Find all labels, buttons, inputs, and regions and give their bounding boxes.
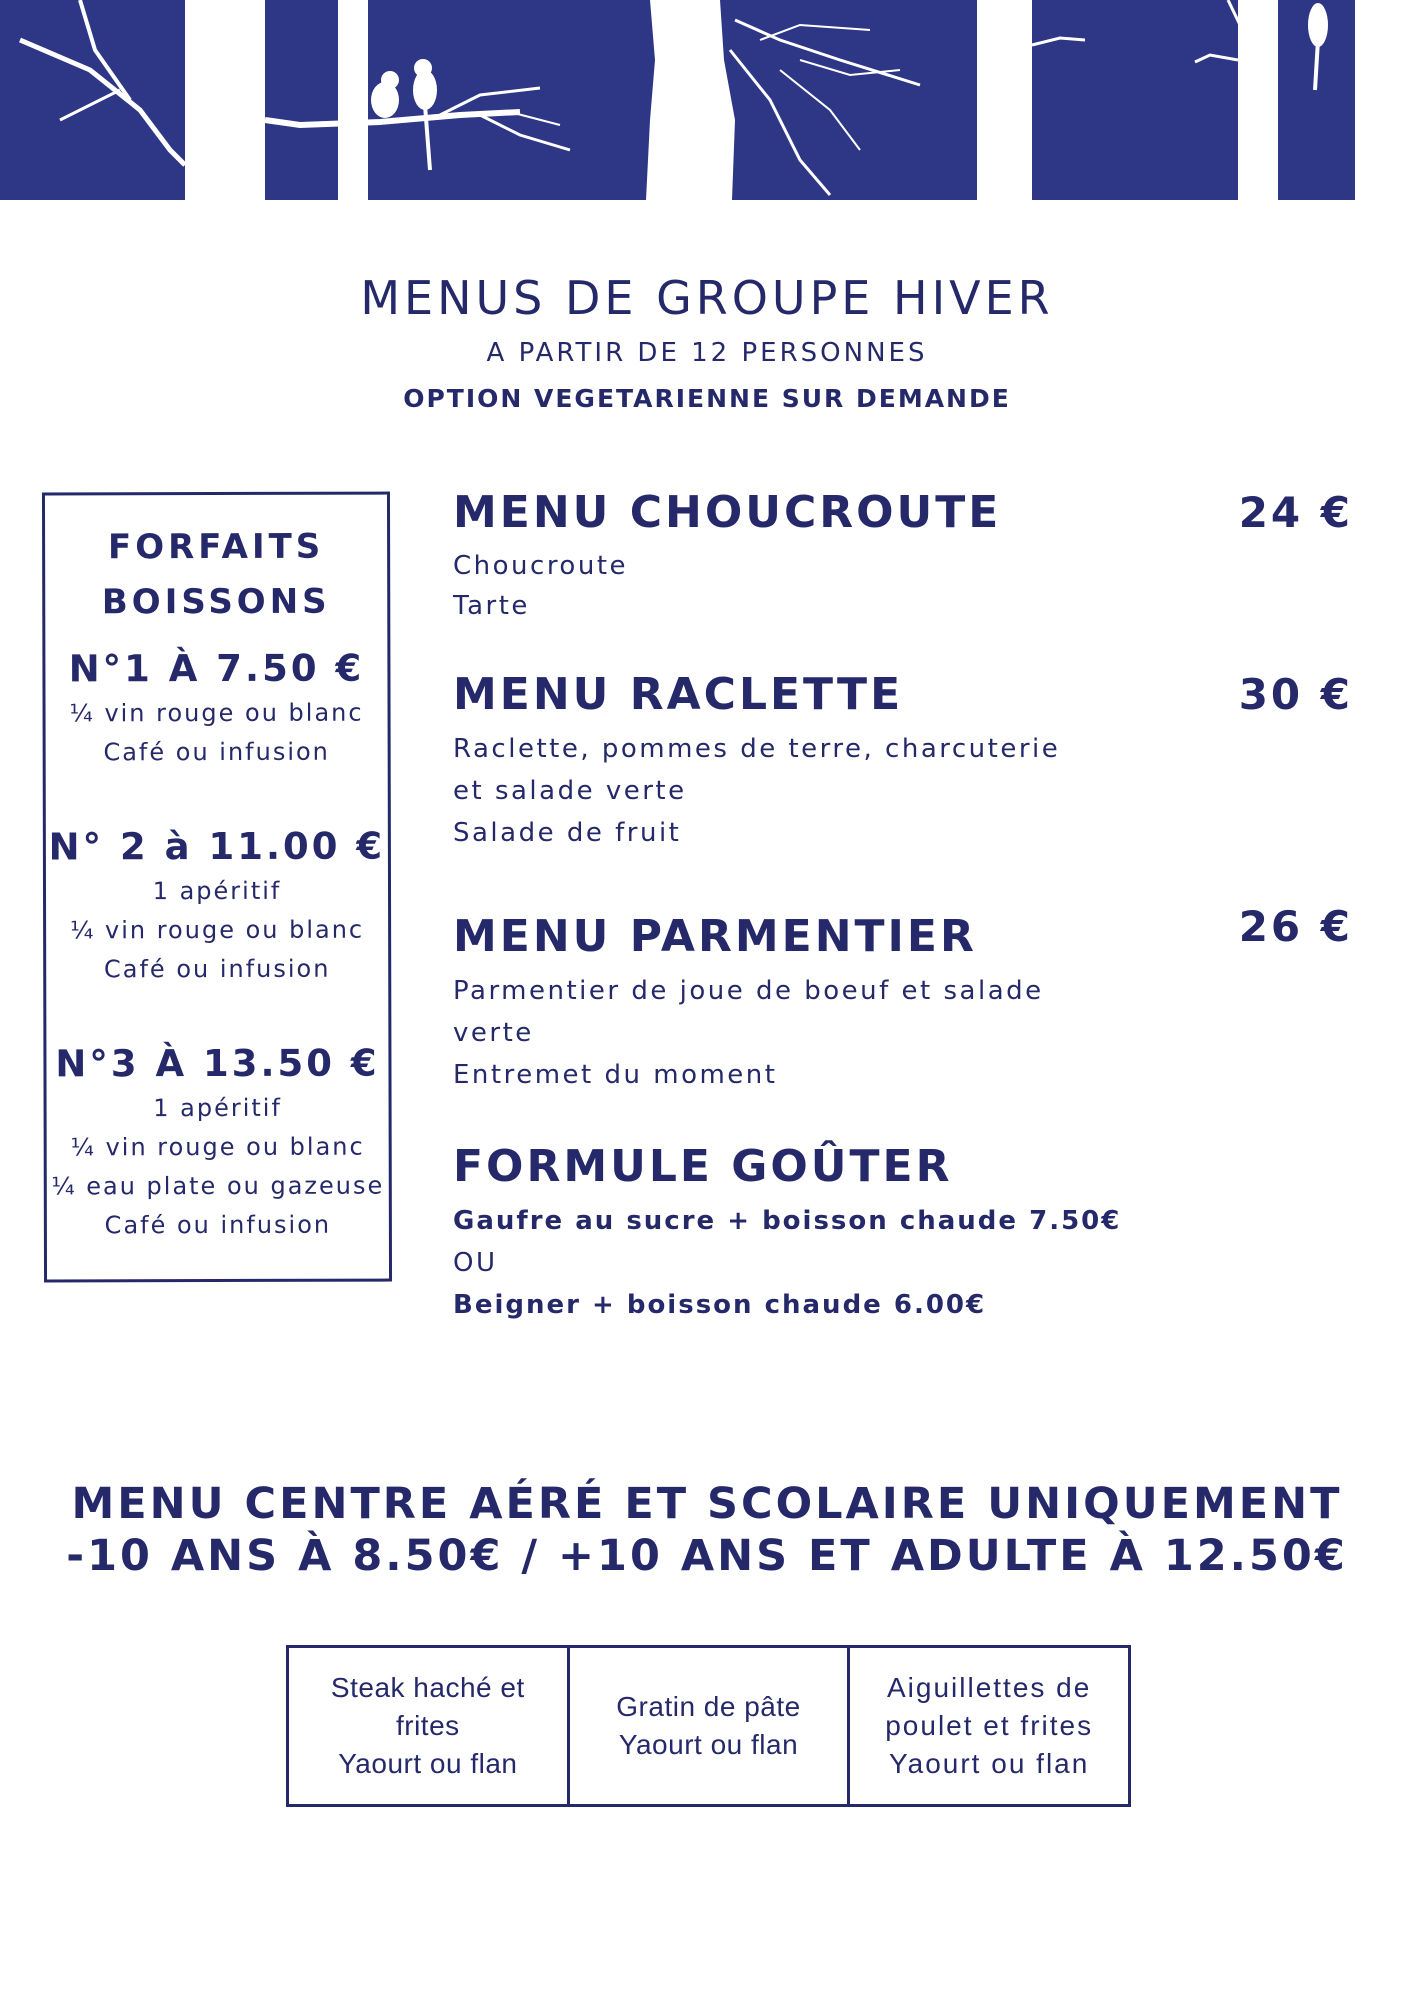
option-line: poulet et frites — [885, 1710, 1094, 1741]
menu-title: MENU PARMENTIER — [453, 911, 977, 962]
option-line: Yaourt ou flan — [889, 1748, 1090, 1779]
menu-raclette — [453, 662, 1353, 904]
formule-gouter — [453, 1134, 1353, 1326]
centre-menu-option — [289, 1648, 570, 1804]
menu-line: Gaufre au sucre + boisson chaude 7.50€ — [453, 1206, 1122, 1236]
package-3-item: Café ou infusion — [104, 1210, 332, 1240]
drink-packages-title — [45, 520, 387, 631]
page-title: MENUS DE GROUPE HIVER — [360, 271, 1054, 325]
menu-price: 24 € — [1238, 488, 1353, 537]
menu-title: FORMULE GOÛTER — [453, 1141, 953, 1192]
menu-line: Beigner + boisson chaude 6.00€ — [453, 1290, 987, 1320]
menu-parmentier — [453, 904, 1353, 1134]
page-subtitle: A PARTIR DE 12 PERSONNES — [486, 338, 928, 368]
centre-menu-title: MENU CENTRE AÉRÉ ET SCOLAIRE UNIQUEMENT — [71, 1479, 1343, 1529]
menu-line: Entremet du moment — [453, 1060, 778, 1090]
menu-choucroute — [453, 480, 1353, 662]
drink-packages-title-line2: BOISSONS — [101, 581, 331, 623]
menu-title: MENU RACLETTE — [453, 669, 904, 720]
menu-line: Salade de fruit — [453, 818, 682, 848]
menu-line: verte — [453, 1018, 534, 1048]
menu-price: 30 € — [1238, 670, 1353, 719]
package-1-item: Café ou infusion — [103, 737, 330, 767]
centre-menu-option — [570, 1648, 851, 1804]
menu-price: 26 € — [1238, 902, 1353, 951]
menu-line: et salade verte — [453, 776, 687, 806]
menu-line: Choucroute — [453, 551, 629, 581]
drink-packages-title-line1: FORFAITS — [107, 526, 325, 568]
centre-menu-prices: -10 ANS À 8.50€ / +10 ANS ET ADULTE À 12.50€ — [66, 1531, 1348, 1581]
centre-menu-table — [286, 1645, 1131, 1807]
package-1-item: ¼ vin rouge ou blanc — [69, 698, 364, 728]
option-line: Yaourt ou flan — [618, 1729, 799, 1760]
package-3-item: ¼ vin rouge ou blanc — [70, 1132, 365, 1162]
header — [0, 270, 1414, 416]
option-line: Steak haché et — [330, 1672, 525, 1703]
tree-silhouette-banner-icon — [0, 0, 1414, 200]
option-line: Aiguillettes de — [887, 1672, 1092, 1703]
package-3-name: N°3 À 13.50 € — [55, 1041, 380, 1086]
package-1-name: N°1 À 7.50 € — [68, 646, 365, 691]
option-line: frites — [395, 1710, 460, 1741]
package-2-item: ¼ vin rouge ou blanc — [70, 915, 365, 945]
menu-line: Raclette, pommes de terre, charcuterie — [453, 734, 1061, 764]
menu-list — [453, 480, 1353, 1326]
option-line: Yaourt ou flan — [338, 1748, 518, 1779]
option-line: Gratin de pâte — [616, 1691, 801, 1722]
package-2-name: N° 2 à 11.00 € — [48, 824, 386, 869]
vegetarian-note: OPTION VEGETARIENNE SUR DEMANDE — [403, 384, 1011, 413]
menu-title: MENU CHOUCROUTE — [453, 487, 1002, 538]
package-2-item: 1 apéritif — [152, 876, 282, 906]
centre-menu-option — [850, 1648, 1128, 1804]
menu-line: OU — [453, 1248, 498, 1278]
menu-line: Tarte — [453, 591, 530, 621]
menu-line: Parmentier de joue de boeuf et salade — [453, 976, 1044, 1006]
centre-menu-heading — [0, 1478, 1414, 1582]
tree-silhouette-banner — [0, 0, 1414, 200]
drink-packages-box — [42, 492, 392, 1283]
package-3-item: 1 apéritif — [153, 1093, 282, 1123]
package-2-item: Café ou infusion — [103, 954, 331, 984]
package-3-item: ¼ eau plate ou gazeuse — [51, 1171, 385, 1201]
